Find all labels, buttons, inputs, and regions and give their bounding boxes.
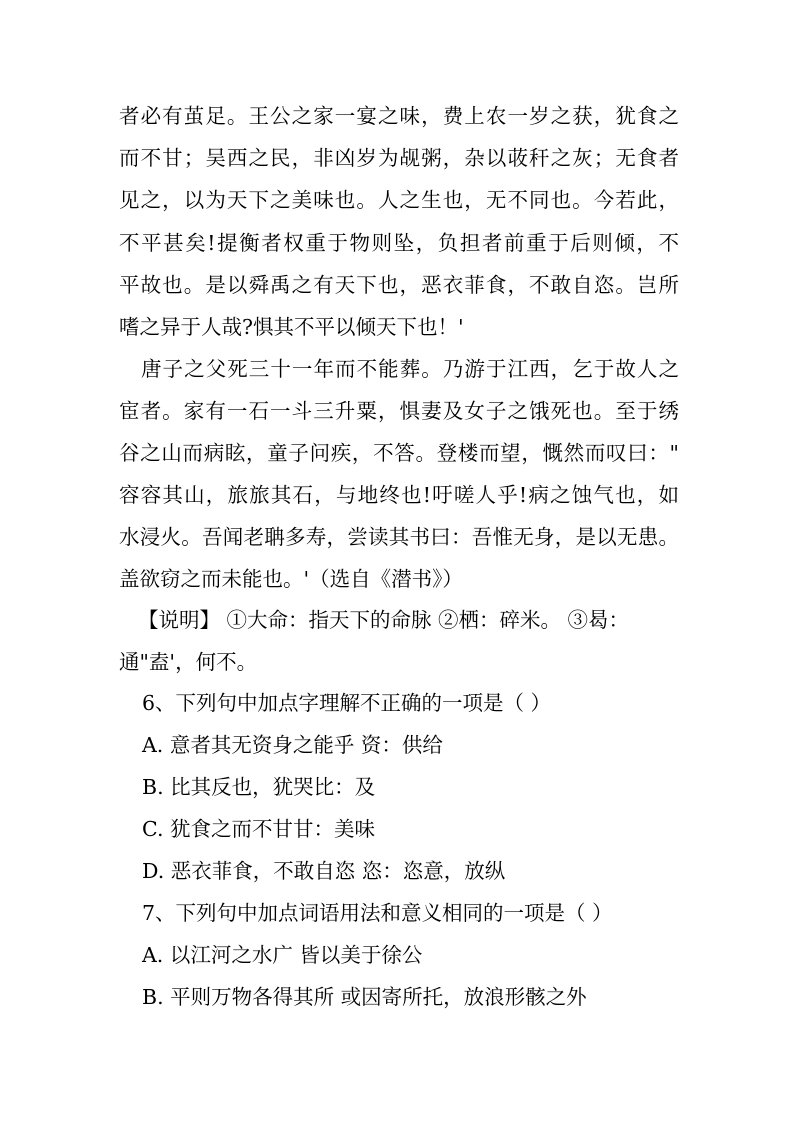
passage-line: 宦者。家有一石一斗三升粟，惧妻及女子之饿死也。至于绣 (119, 399, 679, 423)
question-7-option-b: B. 平则万物各得其所 或因寄所托，放浪形骸之外 (142, 985, 587, 1009)
notes-line: 通"盍'，何不。 (119, 650, 258, 674)
notes-line: 【说明】 ①大命：指天下的命脉 ②栖：碎米。 ③曷： (138, 608, 630, 632)
passage-line: 盖欲窃之而未能也。'（选自《潜书》） (119, 567, 463, 591)
passage-line: 容容其山，旅旅其石，与地终也!吁嗟人乎!病之蚀气也，如 (119, 483, 679, 507)
passage-line: 而不甘；吴西之民，非凶岁为觇粥，杂以荍秆之灰；无食者 (119, 146, 679, 170)
passage-line: 谷之山而病眩，童子问疾，不答。登楼而望，慨然而叹曰：" (119, 441, 679, 465)
question-6-option-d: D. 恶衣菲食，不敢自恣 恣：恣意，放纵 (142, 859, 506, 883)
passage-line: 者必有茧足。王公之家一宴之味，费上农一岁之获，犹食之 (119, 104, 679, 128)
passage-line: 见之，以为天下之美味也。人之生也，无不同也。今若此， (119, 188, 679, 212)
passage-line: 不平甚矣!提衡者权重于物则坠，负担者前重于后则倾，不 (119, 231, 679, 255)
passage-line: 嗜之异于人哉?惧其不平以倾天下也！' (119, 315, 464, 339)
question-7-option-a: A. 以江河之水广 皆以美于徐公 (142, 943, 423, 967)
question-7-stem: 7、下列句中加点词语用法和意义相同的一项是（ ） (142, 901, 613, 925)
question-6-option-b: B. 比其反也，犹哭比：及 (142, 775, 376, 799)
question-6-option-a: A. 意者其无资身之能乎 资：供给 (142, 733, 443, 757)
passage-line: 平故也。是以舜禹之有天下也，恶衣菲食，不敢自恣。岂所 (119, 273, 679, 297)
passage-line: 水浸火。吾闻老聃多寿，尝读其书曰：吾惟无身，是以无患。 (119, 525, 679, 549)
question-6-option-c: C. 犹食之而不甘甘：美味 (142, 817, 375, 841)
question-6-stem: 6、下列句中加点字理解不正确的一项是（ ） (142, 691, 552, 715)
passage-line: 唐子之父死三十一年而不能葬。乃游于江西，乞于故人之 (141, 357, 679, 381)
